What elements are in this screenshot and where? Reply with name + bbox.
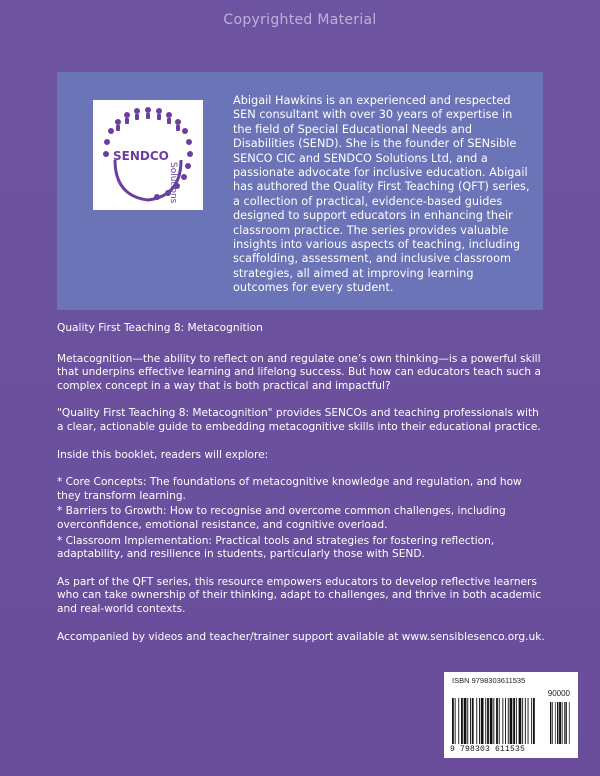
barcode-bar bbox=[508, 698, 509, 744]
barcode-addon-bar bbox=[565, 702, 566, 744]
barcode-bar bbox=[476, 698, 477, 744]
barcode-bar bbox=[510, 698, 513, 744]
barcode-bar bbox=[502, 698, 503, 744]
barcode-bar bbox=[493, 698, 494, 744]
barcode-bar bbox=[533, 698, 535, 744]
isbn-digits: 9 798303 611535 bbox=[450, 745, 526, 754]
barcode-bar bbox=[499, 698, 500, 744]
barcode-bar bbox=[513, 698, 515, 744]
barcode-bar bbox=[481, 698, 484, 744]
paragraph-intro: Metacognition—the ability to reflect on and regulate one’s own thinking—is a powerful skill that underpins effective learning and lifelong success. But how can educators teach such a complex concept in a way that is both practical and impactful? bbox=[57, 352, 541, 392]
barcode-bar bbox=[505, 698, 506, 744]
barcode-bar bbox=[485, 698, 486, 744]
list-item: * Core Concepts: The foundations of metacognitive knowledge and regulation, and how they transform learning. bbox=[57, 476, 522, 502]
barcode-addon-bar bbox=[557, 702, 558, 744]
barcode-bar bbox=[458, 698, 459, 744]
barcode-bar bbox=[467, 698, 468, 744]
barcode-addon-bar bbox=[559, 702, 561, 744]
author-bio-panel bbox=[57, 72, 543, 310]
book-title: Quality First Teaching 8: Metacognition bbox=[57, 322, 263, 334]
watermark: Copyrighted Material bbox=[223, 12, 377, 28]
isbn-label: ISBN 9798303611535 bbox=[452, 676, 526, 685]
barcode-bar bbox=[479, 698, 480, 744]
barcode-bar bbox=[487, 698, 489, 744]
barcode-bars bbox=[450, 688, 572, 746]
sendco-logo bbox=[93, 100, 203, 210]
paragraph-support: Accompanied by videos and teacher/trainer support available at www.sensiblesenco.org.uk. bbox=[57, 630, 545, 643]
topics-list bbox=[57, 476, 547, 562]
list-item: * Classroom Implementation: Practical tools and strategies for fostering reflection, adaptability, and resilience in students, particularly those with SEND. bbox=[57, 534, 495, 561]
barcode-bar bbox=[516, 698, 517, 744]
barcode-bar bbox=[490, 698, 493, 744]
barcode-bar bbox=[461, 698, 463, 744]
barcode-bar bbox=[496, 698, 498, 744]
barcode-bar bbox=[472, 698, 474, 744]
author-bio-text: Abigail Hawkins is an experienced and respected SEN consultant with over 30 years of expertise in the field of Special Educational Needs and Disabilities (SEND). She is the founder of SENsible SENCO CIC and SENDCO Solutions Ltd, and a passionate advocate for inclusive education. Abigail has authored the Quality First Teaching (QFT) series, a collection of practical, evidence-based guides designed to support educators in enhancing their classroom practice. The series provides valuable insights into various aspects of teaching, including scaffolding, assessment, and inclusive classroom strategies, all aimed at improving learning outcomes for every student. bbox=[233, 94, 530, 295]
barcode-addon-bar bbox=[562, 702, 563, 744]
list-item: * Barriers to Growth: How to recognise and overcome common challenges, including overconfidence, emotional resistance, and cognitive overload. bbox=[57, 505, 506, 531]
barcode-bar bbox=[464, 698, 467, 744]
paragraph-guide: "Quality First Teaching 8: Metacognition" provides SENCOs and teaching professionals with a clear, actionable guide to embedding metacognitive skills into their educational practice. bbox=[57, 407, 541, 433]
barcode-bar bbox=[525, 698, 526, 744]
logo-brand-text: SENDCO bbox=[113, 149, 169, 163]
paragraph-series: As part of the QFT series, this resource empowers educators to develop reflective learners who can take ownership of their thinking, adapt to challenges, and thrive in both academic and real-world contexts. bbox=[57, 575, 542, 615]
barcode-addon-bar bbox=[569, 702, 570, 744]
barcode-bar bbox=[470, 698, 471, 744]
barcode-addon-bar bbox=[564, 702, 565, 744]
paragraph-explore: Inside this booklet, readers will explore: bbox=[57, 448, 269, 461]
sendco-logo-graphic bbox=[93, 100, 203, 210]
description-section bbox=[57, 322, 547, 658]
barcode-bar bbox=[531, 698, 532, 744]
barcode-bar bbox=[519, 698, 522, 744]
barcode-bar bbox=[455, 698, 456, 744]
price-code: 90000 bbox=[547, 689, 570, 698]
barcode-addon-bar bbox=[555, 702, 556, 744]
barcode-bar bbox=[452, 698, 454, 744]
barcode-bar bbox=[528, 698, 529, 744]
logo-sub-text: Solutions bbox=[168, 162, 178, 204]
isbn-barcode bbox=[444, 672, 578, 758]
barcode-addon-bar bbox=[550, 702, 551, 744]
barcode-bar bbox=[522, 698, 523, 744]
barcode-addon-bar bbox=[552, 702, 553, 744]
